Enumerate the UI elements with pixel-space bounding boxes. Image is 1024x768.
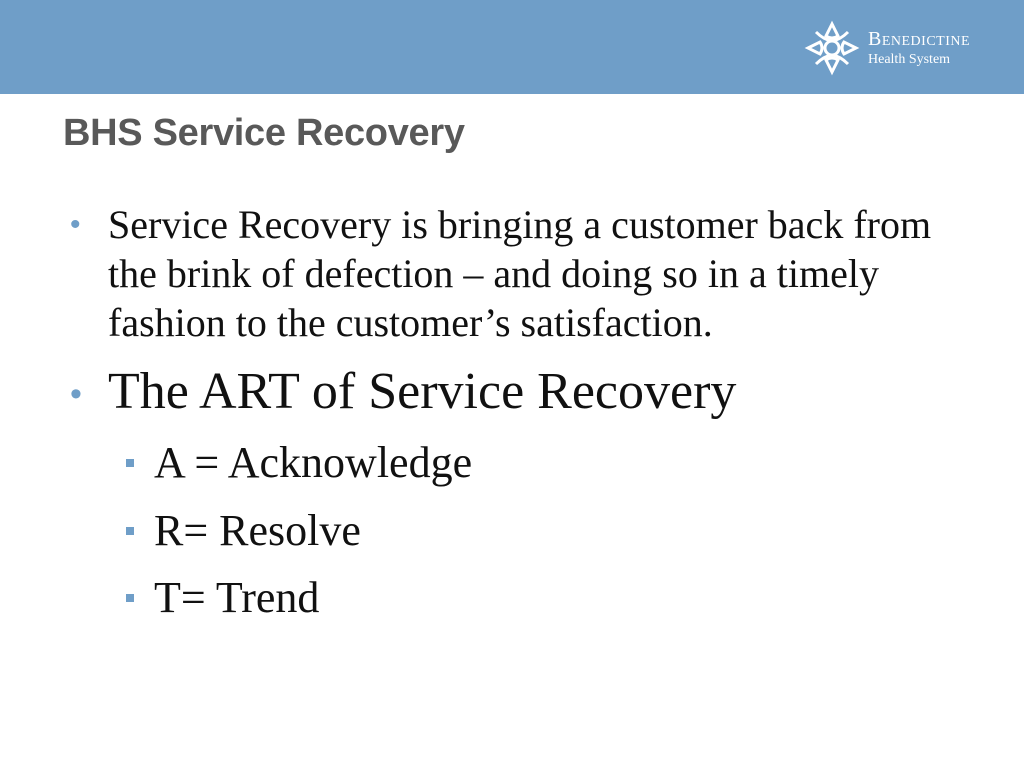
logo-name: Benedictine [868, 28, 971, 50]
logo-subtitle: Health System [868, 52, 951, 67]
sub-bullet-marker [126, 594, 134, 602]
bullet-item-art: The ART of Service Recovery [108, 363, 737, 420]
sub-bullet-acknowledge: A = Acknowledge [154, 438, 473, 487]
cross-icon [802, 18, 862, 78]
bullet-item-definition: Service Recovery is bringing a customer back from the brink of defection – and doing so in a timely fashion to the customer’s satisfaction. [108, 202, 932, 345]
header-band [0, 0, 1024, 94]
benedictine-logo [802, 18, 1012, 78]
sub-bullet-marker [126, 459, 134, 467]
sub-bullet-trend: T= Trend [154, 573, 320, 622]
sub-bullet-marker [126, 527, 134, 535]
slide-title: BHS Service Recovery [63, 112, 465, 154]
bullet-marker: • [70, 375, 82, 413]
sub-bullet-resolve: R= Resolve [154, 506, 361, 555]
bullet-marker: • [70, 208, 81, 241]
